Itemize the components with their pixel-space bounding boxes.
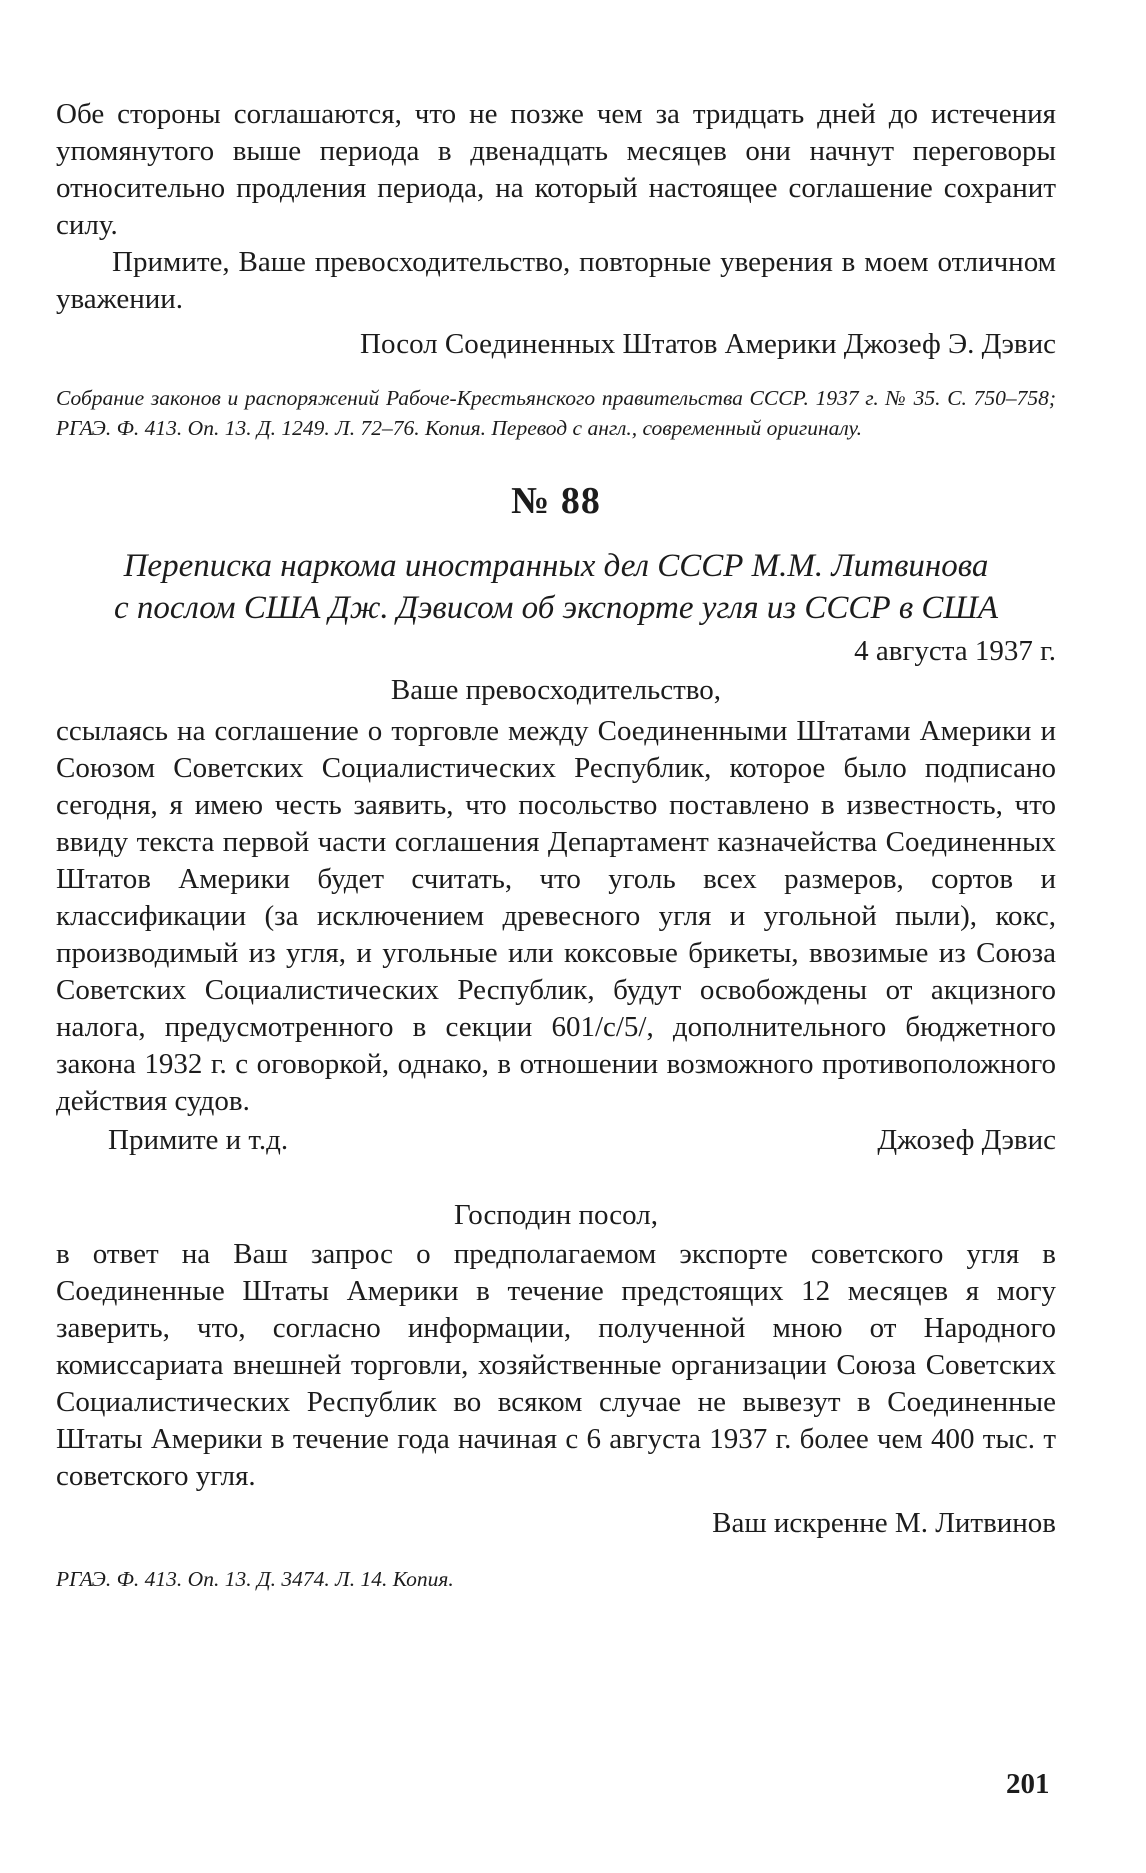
ambassador-signature: Посол Соединенных Штатов Америки Джозеф Э. Дэвис xyxy=(360,328,1056,360)
letter1-closing-row xyxy=(56,1122,1056,1159)
document-title-line-2: с послом США Дж. Дэвисом об экспорте угля из СССР в США xyxy=(113,590,999,626)
letter2-source-note: РГАЭ. Ф. 413. Оп. 13. Д. 3474. Л. 14. Копия. xyxy=(56,1567,454,1591)
letter2-signature: Ваш искренне М. Литвинов xyxy=(712,1507,1056,1539)
letter1-closing: Примите и т.д. xyxy=(108,1124,289,1156)
document-page xyxy=(56,96,1056,1594)
letter2-salutation: Господин посол, xyxy=(454,1199,658,1231)
document-number: № 88 xyxy=(511,480,601,522)
page-number: 201 xyxy=(1006,1768,1050,1800)
letter1-signature: Джозеф Дэвис xyxy=(877,1124,1056,1156)
letter2-body: в ответ на Ваш запрос о предполагаемом экспорте советского угля в Соединенные Штаты Америки в течение предстоящих 12 месяцев я могу заверить, что, согласно информации, полученной мною от Народного комиссариата внешней торговли, хозяйственные организации Союза Советских Социалистических Республик во всяком случае не вывезут в Соединенные Штаты Америки в течение года начиная с 6 августа 1937 г. более чем 400 тыс. т советского угля. xyxy=(56,1238,1056,1492)
closing-paragraph: Обе стороны соглашаются, что не позже чем за тридцать дней до истечения упомянутого выше периода в двенадцать месяцев они начнут переговоры относительно продления периода, на который настоящее соглашение сохранит силу. xyxy=(56,98,1056,241)
courtesy-paragraph: Примите, Ваше превосходительство, повторные уверения в моем отличном уважении. xyxy=(56,246,1056,315)
document-date: 4 августа 1937 г. xyxy=(854,635,1056,667)
document-title-line-1: Переписка наркома иностранных дел СССР М.М. Литвинова xyxy=(123,548,989,584)
letter1-body: ссылаясь на соглашение о торговле между Соединенными Штатами Америки и Союзом Советских Социалистических Республик, которое было подписано сегодня, я имею честь заявить, что посольство поставлено в известность, что ввиду текста первой части соглашения Департамент казначейства Соединенных Штатов Америки будет считать, что уголь всех размеров, сортов и классификации (за исключением древесного угля и угольной пыли), кокс, производимый из угля, и угольные или коксовые брикеты, ввозимые из Союза Советских Социалистических Республик, будут освобождены от акцизного налога, предусмотренного в секции 601/с/5/, дополнительного бюджетного закона 1932 г. с оговоркой, однако, в отношении возможного противоположного действия судов. xyxy=(56,715,1056,1117)
document-title xyxy=(56,545,1056,629)
source-note: Собрание законов и распоряжений Рабоче-Крестьянского правительства СССР. 1937 г. № 35. С. 750–758; РГАЭ. Ф. 413. Оп. 13. Д. 1249. Л. 72–76. Копия. Перевод с англ., современный оригиналу. xyxy=(56,386,1056,440)
letter1-salutation: Ваше превосходительство, xyxy=(390,674,722,706)
